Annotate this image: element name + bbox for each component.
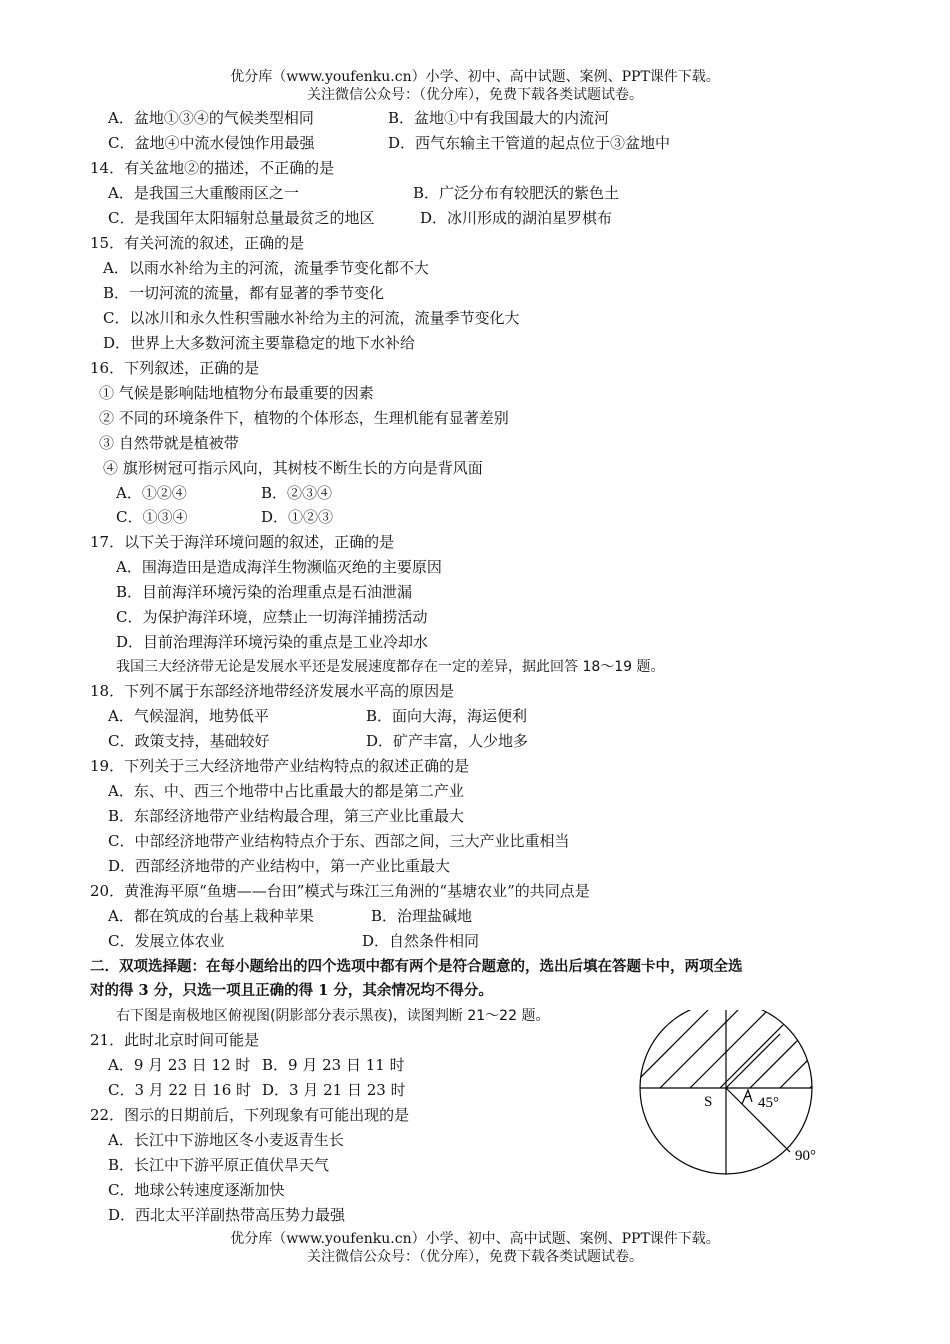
q16-option-b: B．②③④ (261, 484, 333, 502)
q16-option-d: D．①②③ (261, 508, 334, 526)
q22-option-a: A．长江中下游地区冬小麦返青生长 (108, 1131, 344, 1149)
q20-option-d: D．自然条件相同 (362, 932, 480, 950)
q19-option-c: C．中部经济地带产业结构特点介于东、西部之间，三大产业比重相当 (108, 832, 570, 850)
q19-stem: 19．下列关于三大经济地带产业结构特点的叙述正确的是 (90, 757, 470, 775)
q13-option-a: A．盆地①③④的气候类型相同 (108, 109, 314, 127)
q13-option-c: C．盆地④中流水侵蚀作用最强 (108, 134, 315, 152)
angle-label-90: 90° (795, 1148, 816, 1164)
q15-stem: 15．有关河流的叙述，正确的是 (90, 234, 305, 252)
header-line-1: 优分库（www.youfenku.cn）小学、初中、高中试题、案例、PPT课件下载。 (230, 69, 720, 85)
q14-option-d: D．冰川形成的湖泊星罗棋布 (420, 209, 613, 227)
q16-stem: 16．下列叙述，正确的是 (90, 359, 260, 377)
q18-option-b: B．面向大海，海运便利 (366, 707, 528, 725)
intro-18-19: 我国三大经济带无论是发展水平还是发展速度都存在一定的差异，据此回答 18～19 题。 (116, 659, 665, 675)
q22-stem: 22．图示的日期前后，下列现象有可能出现的是 (90, 1106, 410, 1124)
q13-option-b: B．盆地①中有我国最大的内流河 (388, 109, 610, 127)
q16-statement-3: ③ 自然带就是植被带 (99, 434, 239, 452)
pole-label: S (704, 1094, 713, 1110)
angle-label-45: 45° (758, 1095, 779, 1111)
q22-option-d: D．西北太平洋副热带高压势力最强 (108, 1206, 346, 1224)
antarctic-polar-diagram (630, 1010, 830, 1180)
q16-statement-4: ④ 旗形树冠可指示风向，其树枝不断生长的方向是背风面 (103, 459, 483, 477)
q20-stem: 20．黄淮海平原“鱼塘——台田”模式与珠江三角洲的“基塘农业”的共同点是 (90, 882, 590, 900)
q17-option-b: B．目前海洋环境污染的治理重点是石油泄漏 (116, 583, 413, 601)
q16-option-a: A．①②④ (116, 484, 187, 502)
q19-option-d: D．西部经济地带的产业结构中，第一产业比重最大 (108, 857, 451, 875)
q17-stem: 17．以下关于海洋环境问题的叙述，正确的是 (90, 533, 395, 551)
q21-option-a: A．9 月 23 日 12 时 (108, 1056, 251, 1074)
q16-statement-1: ① 气候是影响陆地植物分布最重要的因素 (99, 384, 374, 402)
q15-option-a: A．以雨水补给为主的河流，流量季节变化都不大 (103, 259, 429, 277)
q17-option-a: A．围海造田是造成海洋生物濒临灭绝的主要原因 (116, 558, 442, 576)
diagonal-meridian-up (726, 1034, 780, 1088)
footer-line-1: 优分库（www.youfenku.cn）小学、初中、高中试题、案例、PPT课件下载。 (230, 1231, 720, 1247)
q19-option-a: A．东、中、西三个地带中占比重最大的都是第二产业 (108, 782, 464, 800)
q22-option-b: B．长江中下游平原正值伏旱天气 (108, 1156, 330, 1174)
q20-option-a: A．都在筑成的台基上栽种苹果 (108, 907, 314, 925)
q15-option-d: D．世界上大多数河流主要靠稳定的地下水补给 (103, 334, 416, 352)
q21-option-d: D．3 月 21 日 23 时 (262, 1081, 406, 1099)
q18-option-a: A．气候湿润，地势低平 (108, 707, 269, 725)
q19-option-b: B．东部经济地带产业结构最合理，第三产业比重最大 (108, 807, 465, 825)
intro-21-22: 右下图是南极地区俯视图(阴影部分表示黑夜)，读图判断 21～22 题。 (116, 1008, 550, 1024)
q17-option-c: C．为保护海洋环境，应禁止一切海洋捕捞活动 (116, 608, 428, 626)
section-2-heading-line-1: 二．双项选择题：在每小题给出的四个选项中都有两个是符合题意的，选出后填在答题卡中，两项全选 (90, 958, 743, 975)
q18-option-c: C．政策支持，基础较好 (108, 732, 270, 750)
q13-option-d: D．西气东输主干管道的起点位于③盆地中 (388, 134, 671, 152)
q14-option-a: A．是我国三大重酸雨区之一 (108, 184, 299, 202)
section-2-heading-line-2: 对的得 3 分，只选一项且正确的得 1 分，其余情况均不得分。 (90, 982, 493, 999)
q21-option-b: B．9 月 23 日 11 时 (262, 1056, 405, 1074)
night-hatching (630, 1010, 830, 1088)
q18-stem: 18．下列不属于东部经济地带经济发展水平高的原因是 (90, 682, 455, 700)
arrow-mark (742, 1090, 752, 1104)
footer-line-2: 关注微信公众号：（优分库），免费下载各类试题试卷。 (307, 1249, 643, 1265)
q16-option-c: C．①③④ (116, 508, 188, 526)
q15-option-b: B．一切河流的流量，都有显著的季节变化 (103, 284, 385, 302)
q17-option-d: D．目前治理海洋环境污染的重点是工业冷却水 (116, 633, 429, 651)
q14-option-c: C．是我国年太阳辐射总量最贫乏的地区 (108, 209, 375, 227)
q20-option-c: C．发展立体农业 (108, 932, 225, 950)
q21-option-c: C．3 月 22 日 16 时 (108, 1081, 252, 1099)
q14-stem: 14．有关盆地②的描述，不正确的是 (90, 159, 335, 177)
q21-stem: 21．此时北京时间可能是 (90, 1031, 260, 1049)
q20-option-b: B．治理盐碱地 (371, 907, 473, 925)
q18-option-d: D．矿产丰富，人少地多 (366, 732, 529, 750)
header-line-2: 关注微信公众号：（优分库），免费下载各类试题试卷。 (307, 87, 643, 103)
q16-statement-2: ② 不同的环境条件下，植物的个体形态，生理机能有显著差别 (99, 409, 509, 427)
q22-option-c: C．地球公转速度逐渐加快 (108, 1181, 285, 1199)
q14-option-b: B．广泛分布有较肥沃的紫色土 (413, 184, 620, 202)
q15-option-c: C．以冰川和永久性积雪融水补给为主的河流，流量季节变化大 (103, 309, 520, 327)
